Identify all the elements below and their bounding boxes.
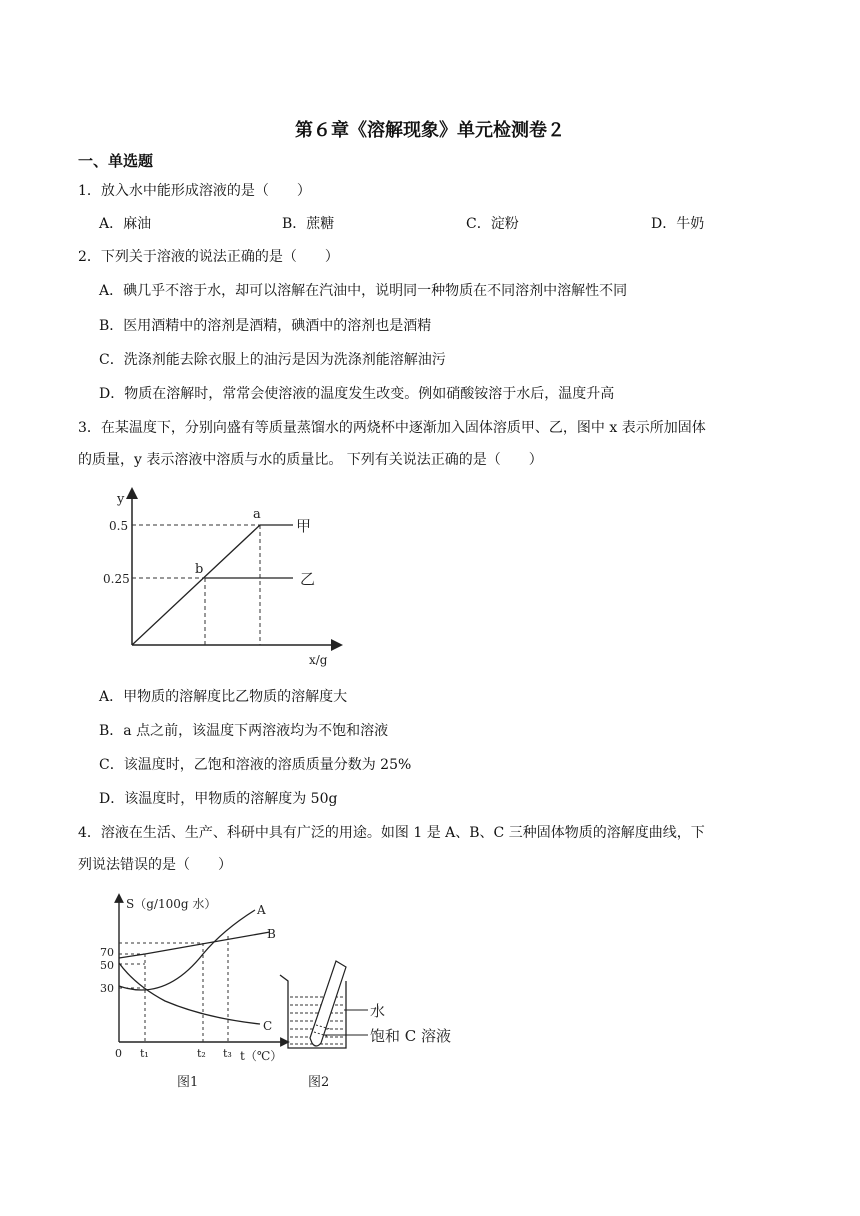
q2-option-d: D．物质在溶解时，常常会使溶液的温度发生改变。例如硝酸铵溶于水后，温度升高 [99,386,615,402]
q4-figure-2 [272,955,472,1095]
q4-stem-line1: 4．溶液在生活、生产、科研中具有广泛的用途。如图 1 是 A、B、C 三种固体物质的溶解度曲线，下 [78,825,705,841]
section-heading: 一、单选题 [78,152,154,170]
q4-x-tick-t1: t₁ [140,1047,149,1060]
q4-label-solution: 饱和 C 溶液 [370,1027,452,1045]
q3-label-jia: 甲 [296,517,312,535]
q2-option-b: B．医用酒精中的溶剂是酒精，碘酒中的溶剂也是酒精 [99,318,432,334]
q3-point-a: a [253,507,261,522]
q3-y-tick-025: 0.25 [103,572,130,586]
q3-y-tick-05: 0.5 [109,519,129,533]
q4-curve-a [119,910,255,990]
q4-curve-c-label: C [263,1019,273,1033]
q1-option-a: A．麻油 [99,216,152,232]
q3-option-c: C．该温度时，乙饱和溶液的溶质质量分数为 25% [99,757,412,773]
q4-y-axis-label: S（g/100g 水） [126,897,217,911]
q3-point-b: b [195,562,204,577]
q3-x-axis-label: x/g [309,653,328,667]
q3-option-b: B．a 点之前，该温度下两溶液均为不饱和溶液 [99,723,389,739]
page-title: 第６章《溶解现象》单元检测卷２ [295,120,565,141]
q4-stem-line2: 列说法错误的是（ ） [78,857,232,873]
q4-y-tick-70: 70 [100,946,114,959]
q4-y-tick-30: 30 [100,982,114,995]
q2-stem: 2．下列关于溶液的说法正确的是（ ） [78,249,339,265]
q3-line-jia [132,525,260,645]
q4-figure-2-caption: 图2 [308,1075,330,1090]
q3-option-d: D．该温度时，甲物质的溶解度为 50g [99,791,338,807]
q4-curve-c [119,963,260,1024]
q4-figure-1-caption: 图1 [177,1075,199,1090]
q4-curve-b [119,932,270,958]
q3-figure [95,485,355,670]
q4-curve-b-label: B [267,927,276,941]
q2-option-c: C．洗涤剂能去除衣服上的油污是因为洗涤剂能溶解油污 [99,352,446,368]
q1-option-b: B．蔗糖 [282,216,335,232]
q3-stem-line2: 的质量，y 表示溶液中溶质与水的质量比。 下列有关说法正确的是（ ） [78,452,543,468]
q4-curve-a-label: A [257,903,266,917]
q2-option-a: A．碘几乎不溶于水，却可以溶解在汽油中，说明同一种物质在不同溶剂中溶解性不同 [99,283,628,299]
q4-y-tick-50: 50 [100,959,114,972]
q4-x-axis-label: t（℃） [240,1049,283,1063]
q4-x-tick-0: 0 [115,1047,122,1060]
q3-label-yi: 乙 [300,570,316,588]
q1-option-d: D．牛奶 [651,216,705,232]
q3-option-a: A．甲物质的溶解度比乙物质的溶解度大 [99,689,348,705]
q4-x-tick-t2: t₂ [197,1047,206,1060]
q4-x-tick-t3: t₃ [223,1047,232,1060]
q4-figure-1 [95,890,295,1095]
q3-y-axis-label: y [117,492,125,507]
q4-label-water: 水 [370,1002,386,1020]
q3-stem-line1: 3．在某温度下，分别向盛有等质量蒸馏水的两烧杯中逐渐加入固体溶质甲、乙，图中 x 表示所加固体 [78,420,706,436]
q1-stem: 1．放入水中能形成溶液的是（ ） [78,183,311,199]
q1-option-c: C．淀粉 [466,216,519,232]
